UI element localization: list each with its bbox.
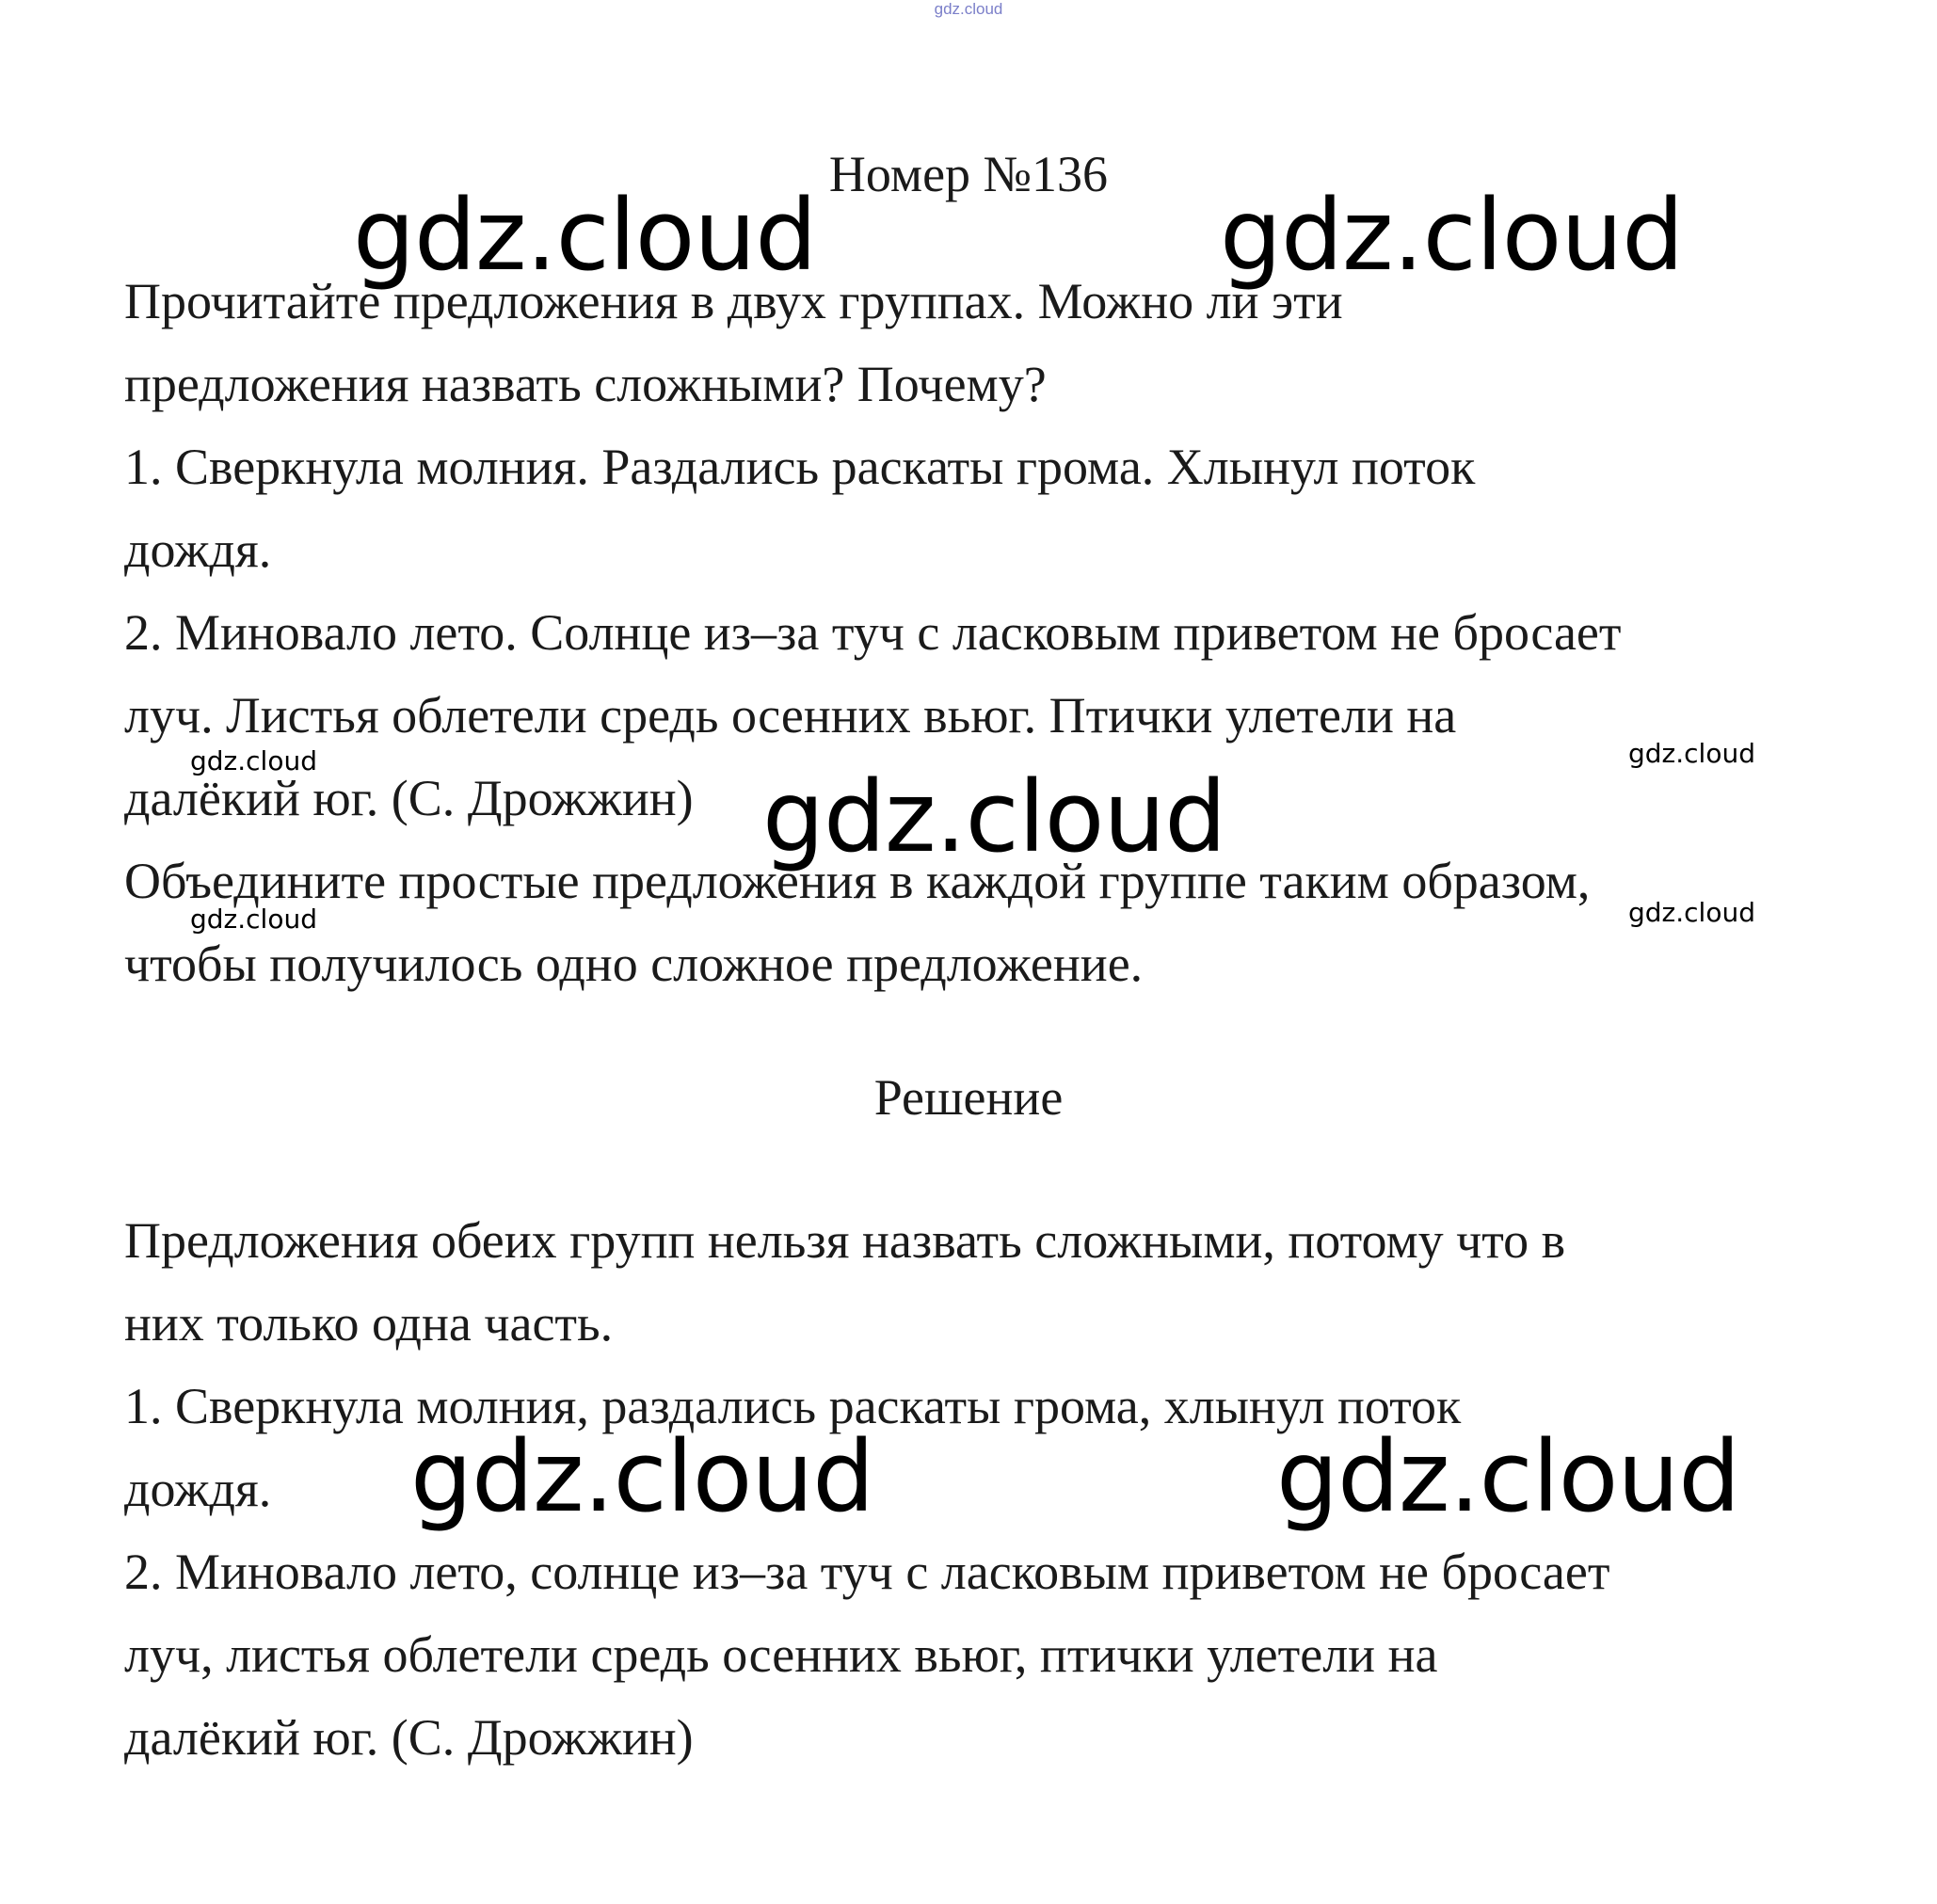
task-line: Прочитайте предложения в двух группах. Можно ли эти <box>124 273 1343 329</box>
watermark-large: gdz.cloud <box>762 760 1226 874</box>
task-line: луч. Листья облетели средь осенних вьюг. Птички улетели на <box>124 687 1457 744</box>
task-line: предложения назвать сложными? Почему? <box>124 356 1047 412</box>
watermark-small: gdz.cloud <box>190 745 317 776</box>
page-title: Номер №136 <box>828 146 1109 202</box>
solution-line: луч, листья облетели средь осенних вьюг, птички улетели на <box>124 1626 1438 1683</box>
task-line: чтобы получилось одно сложное предложение. <box>124 936 1144 992</box>
task-line: 2. Миновало лето. Солнце из–за туч с ласковым приветом не бросает <box>124 604 1622 661</box>
solution-line: Предложения обеих групп нельзя назвать сложными, потому что в <box>124 1212 1566 1269</box>
watermark-small: gdz.cloud <box>190 904 317 935</box>
watermark-small: gdz.cloud <box>1628 738 1755 769</box>
solution-line: 2. Миновало лето, солнце из–за туч с ласковым приветом не бросает <box>124 1544 1610 1600</box>
task-line: далёкий юг. (С. Дрожжин) <box>124 770 694 826</box>
solution-line: 1. Сверкнула молния, раздались раскаты грома, хлынул поток <box>124 1378 1462 1434</box>
task-line: дождя. <box>124 521 272 578</box>
top-watermark: gdz.cloud <box>934 0 1003 18</box>
task-line: Объедините простые предложения в каждой группе таким образом, <box>124 853 1591 909</box>
watermark-large: gdz.cloud <box>410 1419 874 1534</box>
watermark-small: gdz.cloud <box>1628 897 1755 928</box>
watermark-large: gdz.cloud <box>1220 178 1684 293</box>
solution-heading: Решение <box>873 1069 1064 1126</box>
solution-line: далёкий юг. (С. Дрожжин) <box>124 1709 694 1766</box>
solution-line: дождя. <box>124 1461 272 1517</box>
watermark-large: gdz.cloud <box>353 178 817 293</box>
watermark-large: gdz.cloud <box>1276 1419 1740 1534</box>
task-line: 1. Сверкнула молния. Раздались раскаты грома. Хлынул поток <box>124 439 1476 495</box>
solution-line: них только одна часть. <box>124 1295 614 1352</box>
